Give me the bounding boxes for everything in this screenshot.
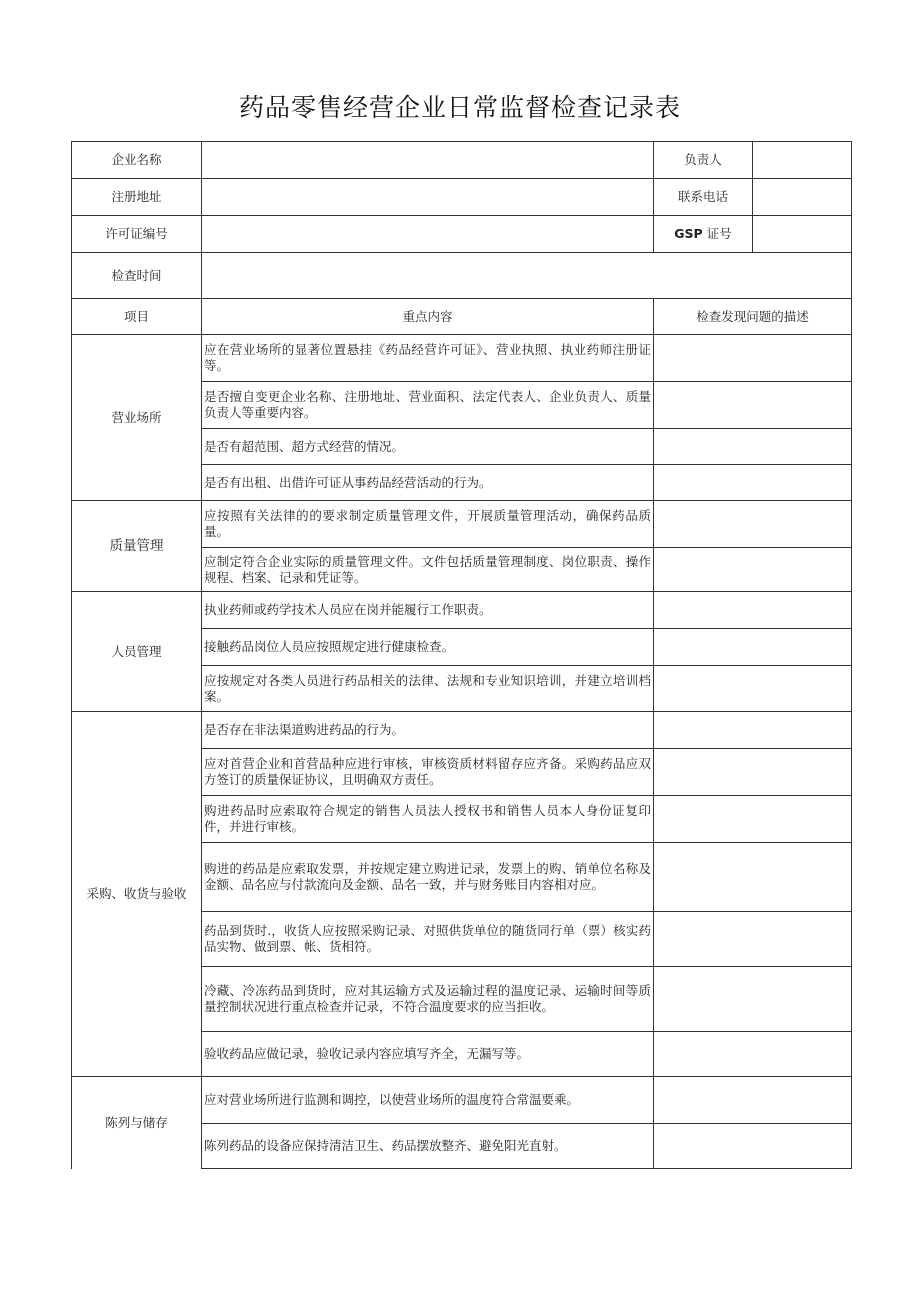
gsp-suffix: 证号 [702,226,732,241]
finding-field[interactable] [654,1077,852,1124]
license-no-label: 许可证编号 [72,216,202,253]
check-item: 是否有超范围、超方式经营的情况。 [202,429,654,465]
finding-field[interactable] [654,629,852,666]
row-registered-address [72,179,852,216]
table-row [72,501,852,548]
gsp-cert-field[interactable] [753,216,852,253]
gsp-cert-label [654,216,753,253]
category-business-premises: 营业场所 [72,335,202,501]
enterprise-name-field[interactable] [202,142,654,179]
finding-field[interactable] [654,548,852,592]
finding-field[interactable] [654,843,852,912]
check-item: 购进的药品是应索取发票，并按规定建立购进记录，发票上的购、销单位名称及金额、品名应与付款流向及金额、品名一致，并与财务账目内容相对应。 [202,843,654,912]
check-item: 是否有出租、出借许可证从事药品经营活动的行为。 [202,465,654,501]
table-row [72,1077,852,1124]
registered-address-label: 注册地址 [72,179,202,216]
table-row [72,335,852,382]
finding-field[interactable] [654,335,852,382]
finding-field[interactable] [654,1124,852,1169]
page-title: 药品零售经营企业日常监督检查记录表 [238,93,681,122]
check-item: 购进药品时应索取符合规定的销售人员法人授权书和销售人员本人身份证复印件，并进行审核。 [202,796,654,843]
category-display-storage: 陈列与储存 [72,1077,202,1169]
column-key-content: 重点内容 [202,299,654,335]
row-inspection-time [72,253,852,299]
finding-field[interactable] [654,912,852,967]
inspection-time-label: 检查时间 [72,253,202,299]
row-enterprise-name [72,142,852,179]
check-item: 药品到货时.，收货人应按照采购记录、对照供货单位的随货同行单（票）核实药品实物、做到票、帐、货相符。 [202,912,654,967]
check-item: 接触药品岗位人员应按照规定进行健康检查。 [202,629,654,666]
check-item: 执业药师或药学技术人员应在岗并能履行工作职责。 [202,592,654,629]
inspection-form-table [71,141,852,1169]
check-item: 冷藏、冷冻药品到货时，应对其运输方式及运输过程的温度记录、运输时间等质量控制状况进行重点检查并记录，不符合温度要求的应当拒收。 [202,967,654,1032]
check-item: 是否存在非法渠道购进药品的行为。 [202,712,654,749]
finding-field[interactable] [654,592,852,629]
check-item: 应按照有关法律的的要求制定质量管理文件，开展质量管理活动，确保药品质量。 [202,501,654,548]
check-item: 应对首营企业和首营品种应进行审核，审核资质材料留存应齐备。采购药品应双方签订的质量保证协议，且明确双方责任。 [202,749,654,796]
check-item: 应在营业场所的显著位置悬挂《药品经营许可证》、营业执照、执业药师注册证等。 [202,335,654,382]
registered-address-field[interactable] [202,179,654,216]
responsible-person-field[interactable] [753,142,852,179]
row-license-no [72,216,852,253]
enterprise-name-label: 企业名称 [72,142,202,179]
responsible-person-label: 负责人 [654,142,753,179]
column-findings: 检查发现问题的描述 [654,299,852,335]
check-item: 是否擅自变更企业名称、注册地址、营业面积、法定代表人、企业负责人、质量负责人等重要内容。 [202,382,654,429]
finding-field[interactable] [654,967,852,1032]
gsp-prefix: GSP [674,226,703,241]
finding-field[interactable] [654,1032,852,1077]
category-personnel-management: 人员管理 [72,592,202,712]
table-row [72,712,852,749]
category-quality-management: 质量管理 [72,501,202,592]
finding-field[interactable] [654,382,852,429]
column-item: 项目 [72,299,202,335]
finding-field[interactable] [654,712,852,749]
category-purchase-receiving: 采购、收货与验收 [72,712,202,1077]
finding-field[interactable] [654,666,852,712]
finding-field[interactable] [654,429,852,465]
finding-field[interactable] [654,749,852,796]
check-item: 应制定符合企业实际的质量管理文件。文件包括质量管理制度、岗位职责、操作规程、档案、记录和凭证等。 [202,548,654,592]
contact-phone-label: 联系电话 [654,179,753,216]
check-item: 应对营业场所进行监测和调控，以使营业场所的温度符合常温要乘。 [202,1077,654,1124]
column-header-row [72,299,852,335]
finding-field[interactable] [654,465,852,501]
finding-field[interactable] [654,501,852,548]
check-item: 应按规定对各类人员进行药品相关的法律、法规和专业知识培训，并建立培训档案。 [202,666,654,712]
check-item: 陈列药品的设备应保持清洁卫生、药品摆放整齐、避免阳光直射。 [202,1124,654,1169]
inspection-time-field[interactable] [202,253,852,299]
contact-phone-field[interactable] [753,179,852,216]
table-row [72,592,852,629]
finding-field[interactable] [654,796,852,843]
license-no-field[interactable] [202,216,654,253]
check-item: 验收药品应做记录，验收记录内容应填写齐全，无漏写等。 [202,1032,654,1077]
